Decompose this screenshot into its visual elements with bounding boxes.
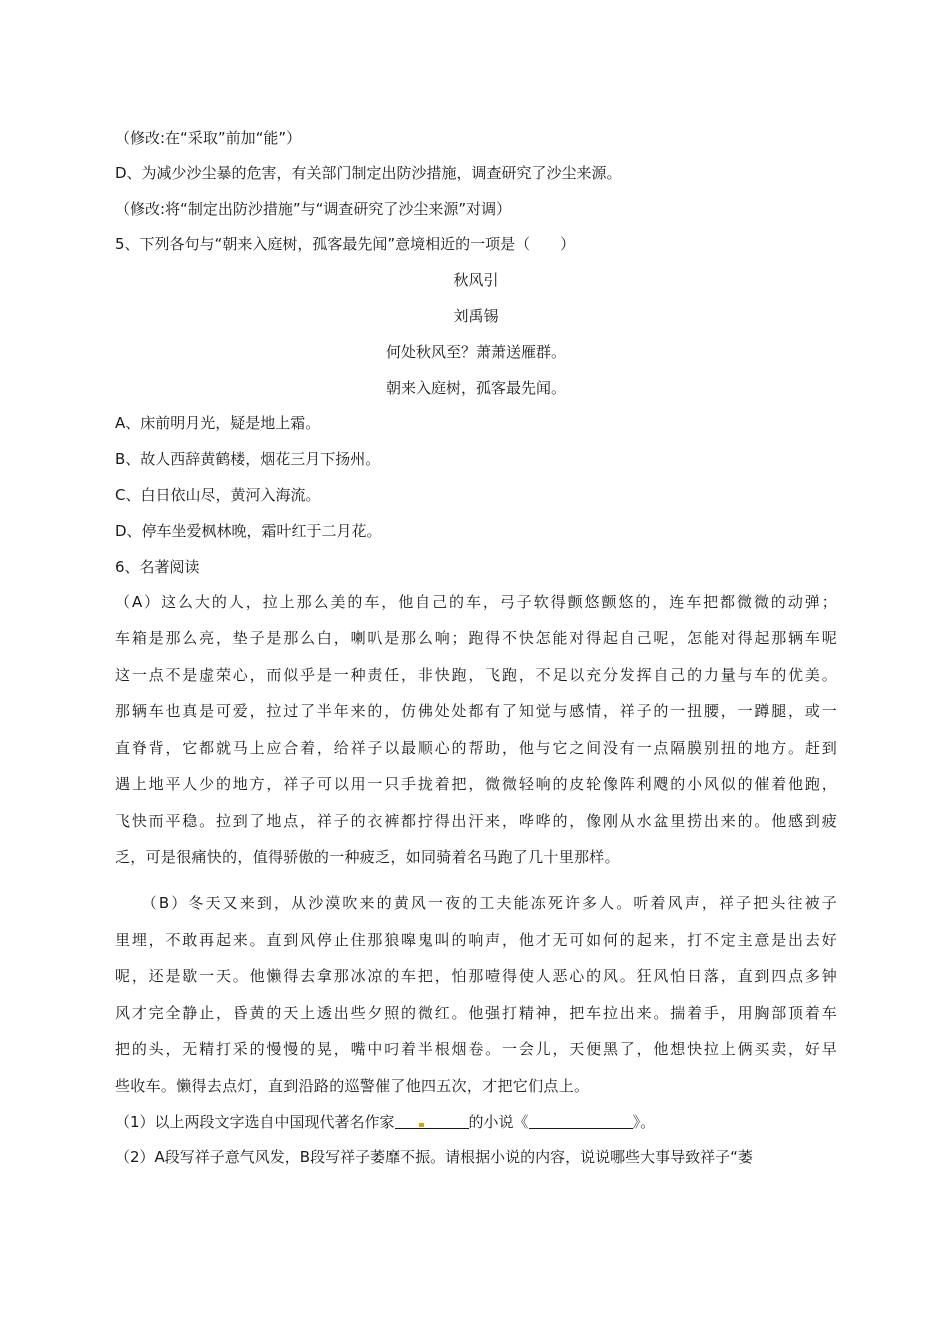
poem-title: 秋风引 [453, 271, 499, 289]
option-d: D、停车坐爱枫林晚，霜叶红于二月花。 [115, 522, 382, 540]
poem-line-2: 朝来入庭树，孤客最先闻。 [385, 379, 566, 397]
passage-b-line: 把的头，无精打采的慢慢的晃，嘴中叼着半根烟卷。一会儿，天便黑了，他想快拉上俩买卖，好早 [115, 1040, 837, 1058]
passage-a-line: 车箱是那么亮，垫子是那么白，喇叭是那么响；跑得不快怎能对得起自己呢，怎能对得起那辆车呢 [115, 629, 837, 647]
revision-note-c: （修改:在“采取”前加“能”） [115, 129, 302, 147]
question-5: 5、下列各句与“朝来入庭树，孤客最先闻”意境相近的一项是（ ） [115, 235, 576, 253]
poem-line-1: 何处秋风至？萧萧送雁群。 [385, 343, 566, 361]
poem-author: 刘禹锡 [453, 307, 499, 325]
passage-b-line: 呢，还是歇一天。他懒得去拿那冰凉的车把，怕那噎得使人恶心的风。狂风怕日落，直到四点多钟 [115, 967, 837, 985]
passage-a-line: 直脊背，它都就马上应合着，给祥子以最顺心的帮助，他与它之间没有一点隔膜别扭的地方。赶到 [115, 739, 837, 757]
question-6-1-suffix: 》。 [632, 1113, 656, 1131]
option-c: C、白日依山尽，黄河入海流。 [115, 486, 321, 504]
passage-b-line: 风才完全静止，昏黄的天上透出些夕照的微红。他强打精神，把车拉出来。揣着手，用胸部顶着车 [115, 1004, 837, 1022]
question-6-heading: 6、名著阅读 [115, 558, 200, 576]
option-b: B、故人西辞黄鹤楼，烟花三月下扬州。 [115, 450, 381, 468]
passage-b-line: 里埋，不敢再起来。直到风停止住那狼嗥鬼叫的响声，他才无可如何的起来，打不定主意是出去好 [115, 931, 837, 949]
passage-a-line: 飞快而平稳。拉到了地点，祥子的衣裤都拧得出汗来，哗哗的，像刚从水盆里捞出来的。他感到疲 [115, 812, 837, 830]
question-6-1-prefix: （1）以上两段文字选自中国现代著名作家 [115, 1113, 395, 1131]
author-answer-blank[interactable] [395, 1112, 469, 1129]
option-d-sentence: D、为减少沙尘暴的危害，有关部门制定出防沙措施，调查研究了沙尘来源。 [115, 164, 622, 182]
revision-note-d: （修改:将“制定出防沙措施”与“调查研究了沙尘来源”对调） [115, 200, 512, 218]
option-a: A、床前明月光，疑是地上霜。 [115, 414, 321, 432]
passage-a-line: 这一点不是虚荣心，而似乎是一种责任，非快跑，飞跑，不足以充分发挥自己的力量与车的优美。 [115, 666, 837, 684]
passage-a-line: 遇上地平人少的地方，祥子可以用一只手拢着把，微微轻响的皮轮像阵利飕的小风似的催着他跑， [115, 775, 837, 793]
passage-a-line: 那辆车也真是可爱，拉过了半年来的，仿佛处处都有了知觉与感情，祥子的一扭腰，一蹲腿，或一 [115, 702, 837, 720]
cursor-mark [419, 1123, 424, 1127]
passage-a-line: 乏，可是很痛快的，值得骄傲的一种疲乏，如同骑着名马跑了几十里那样。 [115, 848, 620, 866]
passage-b-line: （B）冬天又来到，从沙漠吹来的黄风一夜的工夫能冻死许多人。听着风声，祥子把头往被子 [115, 894, 837, 912]
question-6-1 [115, 1112, 655, 1132]
question-6-2: （2）A段写祥子意气风发，B段写祥子萎靡不振。请根据小说的内容，说说哪些大事导致祥子“萎 [115, 1148, 753, 1166]
passage-b-line: 些收车。懒得去点灯，直到沿路的巡警催了他四五次，才把它们点上。 [115, 1077, 590, 1095]
title-answer-blank[interactable] [529, 1112, 633, 1129]
passage-a-line: （A）这么大的人，拉上那么美的车，他自己的车，弓子软得颤悠颤悠的，连车把都微微的动弹； [115, 593, 837, 611]
question-6-1-middle: 的小说《 [468, 1113, 529, 1131]
